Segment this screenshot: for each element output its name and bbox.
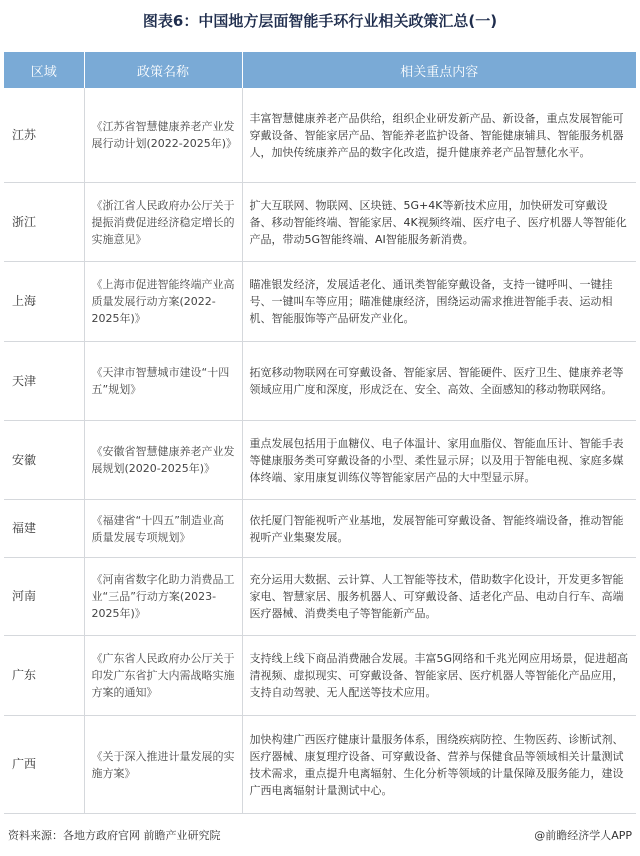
row-content: 丰富智慧健康养老产品供给，组织企业研发新产品、新设备，重点发展智能可穿戴设备、智能家居产品、智能养老监护设备、智能健康辅具、智能服务机器人，加快传统康养产品的数字化改造，提升健康养老产品智慧化水平。 [242, 88, 636, 183]
row-content: 依托厦门智能视听产业基地，发展智能可穿戴设备、智能终端设备，推动智能视听产业集聚发展。 [242, 500, 636, 558]
row-region: 福建 [4, 500, 84, 558]
row-content: 充分运用大数据、云计算、人工智能等技术，借助数字化设计，开发更多智能家电、智慧家居、服务机器人、可穿戴设备、适老化产品、电动自行车、高端医疗器械、消费类电子等智能新产品。 [242, 558, 636, 636]
row-policy: 《广东省人民政府办公厅关于印发广东省扩大内需战略实施方案的通知》 [84, 636, 242, 716]
header-content: 相关重点内容 [242, 52, 636, 88]
row-region: 广西 [4, 716, 84, 814]
table-row [4, 500, 636, 558]
row-content: 拓宽移动物联网在可穿戴设备、智能家居、智能硬件、医疗卫生、健康养老等领域应用广度和深度，形成泛在、安全、高效、全面感知的移动物联网络。 [242, 342, 636, 421]
policy-table [4, 52, 636, 814]
header-region: 区域 [4, 52, 84, 88]
table-header-row [4, 52, 636, 88]
table-row [4, 716, 636, 814]
table-row [4, 183, 636, 262]
row-policy: 《上海市促进智能终端产业高质量发展行动方案(2022-2025年)》 [84, 262, 242, 342]
table-row [4, 88, 636, 183]
row-region: 广东 [4, 636, 84, 716]
row-policy: 《安徽省智慧健康养老产业发展规划(2020-2025年)》 [84, 421, 242, 500]
row-policy: 《福建省“十四五”制造业高质量发展专项规划》 [84, 500, 242, 558]
table-row [4, 342, 636, 421]
row-policy: 《关于深入推进计量发展的实施方案》 [84, 716, 242, 814]
row-policy: 《天津市智慧城市建设“十四五”规划》 [84, 342, 242, 421]
chart-title: 图表6：中国地方层面智能手环行业相关政策汇总(一) [142, 12, 498, 30]
row-policy: 《河南省数字化助力消费品工业“三品”行动方案(2023-2025年)》 [84, 558, 242, 636]
row-region: 江苏 [4, 88, 84, 183]
row-content: 支持线上线下商品消费融合发展。丰富5G网络和千兆光网应用场景，促进超高清视频、虚拟现实、可穿戴设备、智能家居、医疗机器人等智能化产品应用，支持自动驾驶、无人配送等技术应用。 [242, 636, 636, 716]
row-region: 河南 [4, 558, 84, 636]
row-policy: 《浙江省人民政府办公厅关于提振消费促进经济稳定增长的实施意见》 [84, 183, 242, 262]
row-region: 安徽 [4, 421, 84, 500]
source-note: 资料来源：各地方政府官网 前瞻产业研究院 [8, 829, 221, 842]
row-content: 重点发展包括用于血糖仪、电子体温计、家用血脂仪、智能血压计、智能手表等健康服务类可穿戴设备的小型、柔性显示屏；以及用于智能电视、家庭多媒体终端、家用康复训练仪等智能家居产品的大中型显示屏。 [242, 421, 636, 500]
row-content: 加快构建广西医疗健康计量服务体系，围绕疾病防控、生物医药、诊断试剂、医疗器械、康复理疗设备、可穿戴设备、营养与保健食品等领域相关计量测试技术需求，重点提升电离辐射、生化分析等领域的计量保障及服务能力，建设广西电离辐射计量测试中心。 [242, 716, 636, 814]
row-policy: 《江苏省智慧健康养老产业发展行动计划(2022-2025年)》 [84, 88, 242, 183]
header-policy: 政策名称 [84, 52, 242, 88]
table-row [4, 262, 636, 342]
row-region: 上海 [4, 262, 84, 342]
row-region: 天津 [4, 342, 84, 421]
policy-table-container [4, 52, 636, 814]
row-region: 浙江 [4, 183, 84, 262]
table-row [4, 558, 636, 636]
brand-credit: @前瞻经济学人APP [534, 829, 632, 842]
row-content: 瞄准银发经济，发展适老化、通讯类智能穿戴设备，支持一键呼叫、一键挂号、一键叫车等应用；瞄准健康经济，围绕运动需求推进智能手表、运动相机、智能服饰等产品研发产业化。 [242, 262, 636, 342]
table-row [4, 636, 636, 716]
row-content: 扩大互联网、物联网、区块链、5G+4K等新技术应用，加快研发可穿戴设备、移动智能终端、智能家居、4K视频终端、医疗电子、医疗机器人等智能化产品，带动5G智能终端、AI智能服务新消费。 [242, 183, 636, 262]
footer [0, 824, 640, 848]
table-row [4, 421, 636, 500]
